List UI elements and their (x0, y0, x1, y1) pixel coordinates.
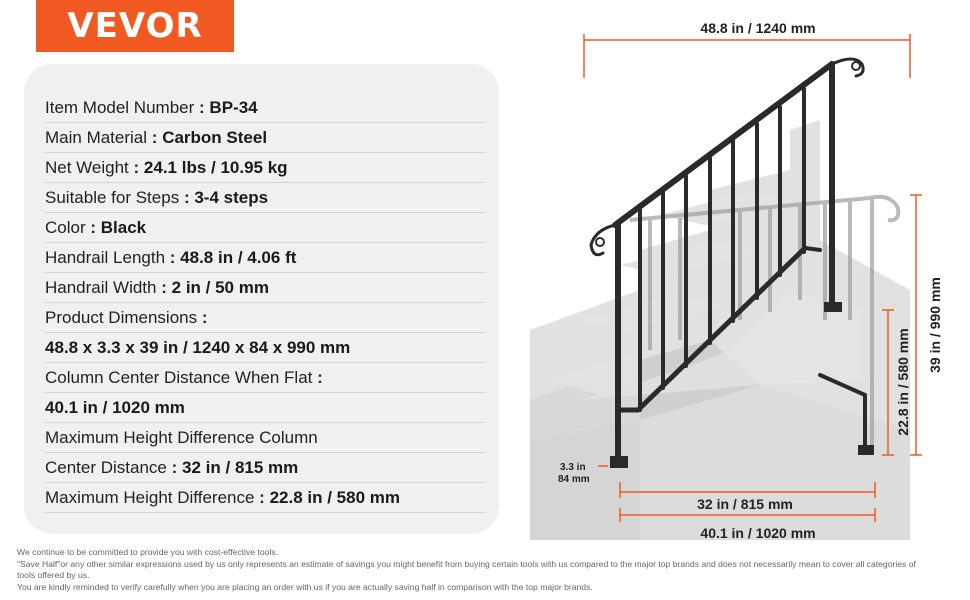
top-length-label: 48.8 in / 1240 mm (700, 20, 816, 36)
center-distance-label: 32 in / 815 mm (697, 496, 793, 512)
spec-colon: : (161, 278, 167, 297)
spec-label: Item Model Number (45, 98, 195, 117)
spec-label: Column Center Distance When Flat (45, 368, 313, 387)
spec-value: 48.8 in / 4.06 ft (180, 248, 297, 267)
spec-value: 3-4 steps (194, 188, 269, 207)
spec-label: Color (45, 218, 86, 237)
spec-row (45, 93, 485, 123)
spec-colon: : (171, 458, 178, 477)
spec-colon: : (199, 98, 205, 117)
spec-row (45, 183, 485, 213)
vevor-logo (36, 0, 234, 52)
flat-distance-label: 40.1 in / 1020 mm (700, 525, 816, 541)
spec-row (45, 453, 485, 483)
spec-colon: : (133, 158, 140, 177)
spec-colon: : (317, 368, 323, 387)
spec-row (45, 363, 485, 393)
spec-label: Center Distance (45, 458, 167, 477)
spec-colon: : (259, 488, 265, 507)
total-height-label: 39 in / 990 mm (927, 277, 943, 373)
spec-value: 24.1 lbs / 10.95 kg (143, 158, 288, 177)
spec-row (45, 213, 485, 243)
spec-label: Maximum Height Difference Column (45, 428, 318, 447)
spec-colon: : (90, 218, 97, 237)
spec-row (45, 393, 485, 423)
spec-value: 2 in / 50 mm (171, 278, 269, 297)
base-depth-mm-label: 84 mm (558, 474, 590, 485)
spec-label: Handrail Length (45, 248, 166, 267)
spec-value: 22.8 in / 580 mm (269, 488, 400, 507)
spec-value: Carbon Steel (162, 128, 268, 147)
height-diff-label: 22.8 in / 580 mm (895, 328, 911, 436)
spec-colon: : (169, 248, 176, 267)
spec-colon: : (183, 188, 190, 207)
spec-row (45, 123, 485, 153)
disclaimer-line-3: You are kindly reminded to verify carefully when you are placing an order with us if you are actually saving half in comparison with the top major brands. (17, 581, 593, 592)
railing-diagram (520, 20, 970, 550)
disclaimer (17, 547, 917, 593)
disclaimer-line-2: "Save Half"or any other similar expressions used by us only represents an estimate of savings you might benefit from buying certain tools with us compared to the major top brands and does not necessarily mean to cover all categories of tools offered by us. (17, 558, 916, 580)
spec-value: Black (100, 218, 147, 237)
spec-label: Net Weight (45, 158, 129, 177)
spec-label: Handrail Width (45, 278, 157, 297)
spec-label: Maximum Height Difference (45, 488, 255, 507)
spec-label: Suitable for Steps (45, 188, 180, 207)
spec-value: 48.8 x 3.3 x 39 in / 1240 x 84 x 990 mm (45, 338, 351, 357)
spec-colon: : (151, 128, 158, 147)
spec-colon: : (201, 308, 208, 327)
spec-value: 40.1 in / 1020 mm (45, 398, 185, 417)
spec-value: 32 in / 815 mm (182, 458, 299, 477)
spec-panel (24, 64, 499, 534)
spec-row (45, 153, 485, 183)
logo-text: VEVOR (67, 6, 203, 46)
spec-row (45, 243, 485, 273)
spec-row (45, 333, 485, 363)
spec-value: BP-34 (209, 98, 258, 117)
base-depth-in-label: 3.3 in (560, 462, 586, 473)
disclaimer-line-1: We continue to be committed to provide you with cost-effective tools. (17, 547, 278, 557)
spec-label: Main Material (45, 128, 148, 147)
spec-row (45, 303, 485, 333)
spec-label: Product Dimensions (45, 308, 198, 327)
spec-row (45, 423, 485, 453)
spec-row (45, 273, 485, 303)
spec-row (45, 483, 485, 513)
